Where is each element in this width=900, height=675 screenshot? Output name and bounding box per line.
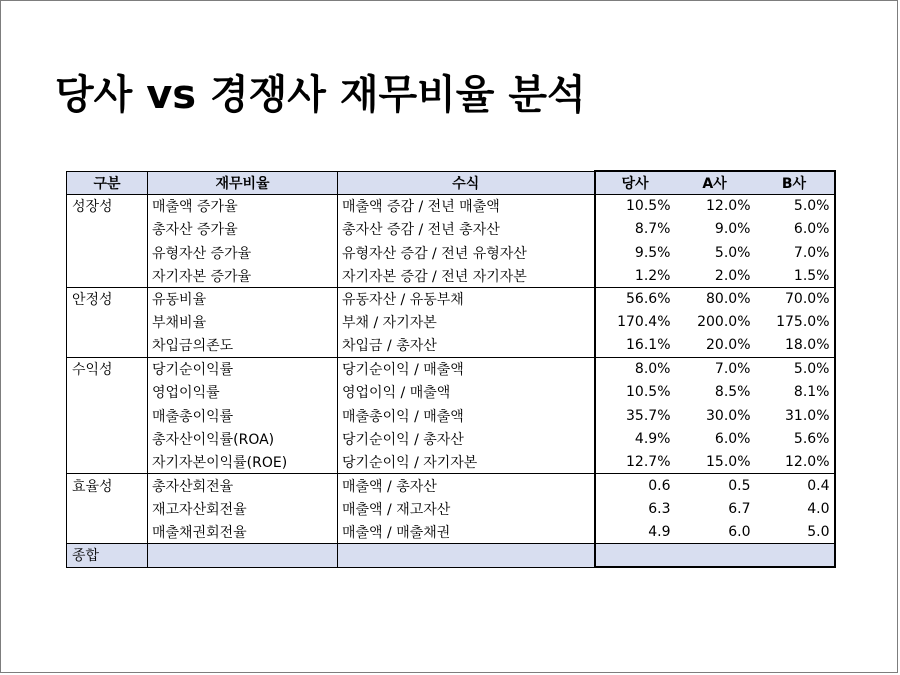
table-row xyxy=(67,218,835,241)
category-cell xyxy=(67,427,148,450)
ratio-name-cell: 영업이익률 xyxy=(148,381,338,404)
header-comp-a: A사 xyxy=(675,171,755,194)
table-row xyxy=(67,497,835,520)
formula-cell: 매출액 증감 / 전년 매출액 xyxy=(338,194,595,217)
table-row xyxy=(67,404,835,427)
category-cell xyxy=(67,218,148,241)
formula-cell: 자기자본 증감 / 전년 자기자본 xyxy=(338,264,595,287)
company-value-cell: 1.2% xyxy=(595,264,675,287)
category-cell xyxy=(67,334,148,357)
table-row xyxy=(67,264,835,287)
formula-cell: 총자산 증감 / 전년 총자산 xyxy=(338,218,595,241)
category-cell xyxy=(67,497,148,520)
table-row xyxy=(67,241,835,264)
formula-cell: 매출액 / 재고자산 xyxy=(338,497,595,520)
comp-b-value-cell: 6.0% xyxy=(755,218,835,241)
total-formula-cell xyxy=(338,544,595,567)
company-value-cell: 10.5% xyxy=(595,194,675,217)
comp-b-value-cell: 175.0% xyxy=(755,311,835,334)
category-cell xyxy=(67,520,148,543)
category-cell: 수익성 xyxy=(67,357,148,380)
table-row xyxy=(67,451,835,474)
comp-a-value-cell: 20.0% xyxy=(675,334,755,357)
company-value-cell: 10.5% xyxy=(595,381,675,404)
comp-a-value-cell: 15.0% xyxy=(675,451,755,474)
comp-b-value-cell: 5.6% xyxy=(755,427,835,450)
comp-b-value-cell: 7.0% xyxy=(755,241,835,264)
comp-b-value-cell: 8.1% xyxy=(755,381,835,404)
comp-b-value-cell: 5.0% xyxy=(755,194,835,217)
comp-b-value-cell: 31.0% xyxy=(755,404,835,427)
ratio-name-cell: 총자산 증가율 xyxy=(148,218,338,241)
ratio-name-cell: 당기순이익률 xyxy=(148,357,338,380)
ratio-name-cell: 유형자산 증가율 xyxy=(148,241,338,264)
category-cell xyxy=(67,264,148,287)
formula-cell: 차입금 / 총자산 xyxy=(338,334,595,357)
comp-a-value-cell: 7.0% xyxy=(714,361,751,378)
company-value-cell: 56.6% xyxy=(595,287,675,310)
category-cell xyxy=(67,451,148,474)
comp-a-value-cell: 80.0% xyxy=(706,291,751,308)
header-formula: 수식 xyxy=(338,171,595,194)
comp-b-value-cell: 18.0% xyxy=(755,334,835,357)
total-ratio-cell xyxy=(148,544,338,567)
company-value-cell: 4.9% xyxy=(595,427,675,450)
comp-a-value-cell: 12.0% xyxy=(706,198,751,215)
table-row xyxy=(67,311,835,334)
formula-cell: 당기순이익 / 자기자본 xyxy=(338,451,595,474)
category-cell xyxy=(67,404,148,427)
financial-ratio-table xyxy=(66,170,836,568)
ratio-name-cell: 자기자본 증가율 xyxy=(148,264,338,287)
comp-b-value-cell: 1.5% xyxy=(755,264,835,287)
table-row xyxy=(67,287,835,310)
table-row xyxy=(67,357,835,380)
table-row xyxy=(67,334,835,357)
comp-a-value-cell: 9.0% xyxy=(714,221,751,238)
company-value-cell: 0.6 xyxy=(595,474,675,497)
table-row xyxy=(67,194,835,217)
comp-a-value-cell: 30.0% xyxy=(706,407,751,424)
category-cell xyxy=(67,381,148,404)
ratio-name-cell: 매출채권회전율 xyxy=(148,520,338,543)
formula-cell: 유동자산 / 유동부채 xyxy=(338,287,595,310)
category-cell: 효율성 xyxy=(67,474,148,497)
comp-b-value-cell: 12.0% xyxy=(755,451,835,474)
header-comp-b: B사 xyxy=(755,171,835,194)
ratio-name-cell: 유동비율 xyxy=(148,287,338,310)
total-row xyxy=(67,544,835,567)
company-value-cell: 6.3 xyxy=(595,497,675,520)
table-row xyxy=(67,381,835,404)
ratio-name-cell: 재고자산회전율 xyxy=(148,497,338,520)
comp-a-value-cell: 6.7 xyxy=(728,500,751,517)
company-value-cell: 8.0% xyxy=(595,357,675,380)
ratio-name-cell: 자기자본이익률(ROE) xyxy=(148,451,338,474)
comp-b-value-cell: 0.4 xyxy=(755,474,835,497)
comp-a-value-cell: 200.0% xyxy=(697,314,751,331)
company-value-cell: 170.4% xyxy=(595,311,675,334)
category-cell: 성장성 xyxy=(67,194,148,217)
ratio-name-cell: 부채비율 xyxy=(148,311,338,334)
header-company: 당사 xyxy=(595,171,675,194)
total-comp-a-cell xyxy=(675,544,755,567)
comp-a-value-cell: 6.0% xyxy=(714,430,751,447)
table-header-row xyxy=(67,171,835,194)
table-body xyxy=(67,194,835,567)
ratio-name-cell: 총자산회전율 xyxy=(148,474,338,497)
company-value-cell: 9.5% xyxy=(595,241,675,264)
comp-a-value-cell: 5.0% xyxy=(714,244,751,261)
company-value-cell: 12.7% xyxy=(595,451,675,474)
formula-cell: 당기순이익 / 총자산 xyxy=(338,427,595,450)
formula-cell: 당기순이익 / 매출액 xyxy=(338,357,595,380)
comp-b-value-cell: 5.0 xyxy=(755,520,835,543)
category-cell xyxy=(67,311,148,334)
company-value-cell: 8.7% xyxy=(595,218,675,241)
formula-cell: 매출총이익 / 매출액 xyxy=(338,404,595,427)
comp-a-value-cell: 8.5% xyxy=(714,384,751,401)
category-cell: 안정성 xyxy=(67,287,148,310)
comp-a-value-cell: 2.0% xyxy=(675,264,755,287)
comp-b-value-cell: 5.0% xyxy=(755,357,835,380)
ratio-name-cell: 매출액 증가율 xyxy=(148,194,338,217)
formula-cell: 매출액 / 매출채권 xyxy=(338,520,595,543)
ratio-name-cell: 차입금의존도 xyxy=(148,334,338,357)
company-value-cell: 16.1% xyxy=(595,334,675,357)
category-cell xyxy=(67,241,148,264)
comp-a-value-cell: 6.0 xyxy=(675,520,755,543)
comp-b-value-cell: 70.0% xyxy=(755,287,835,310)
header-category: 구분 xyxy=(67,171,148,194)
formula-cell: 영업이익 / 매출액 xyxy=(338,381,595,404)
ratio-name-cell: 총자산이익률(ROA) xyxy=(148,427,338,450)
total-comp-b-cell xyxy=(755,544,835,567)
formula-cell: 부채 / 자기자본 xyxy=(338,311,595,334)
comp-a-value-cell: 0.5 xyxy=(728,477,751,494)
ratio-name-cell: 매출총이익률 xyxy=(148,404,338,427)
header-ratio: 재무비율 xyxy=(148,171,338,194)
total-company-cell xyxy=(595,544,675,567)
total-label-cell: 종합 xyxy=(67,544,148,567)
table-row xyxy=(67,474,835,497)
table-row xyxy=(67,427,835,450)
table-row xyxy=(67,520,835,543)
company-value-cell: 4.9 xyxy=(595,520,675,543)
formula-cell: 매출액 / 총자산 xyxy=(338,474,595,497)
formula-cell: 유형자산 증감 / 전년 유형자산 xyxy=(338,241,595,264)
company-value-cell: 35.7% xyxy=(595,404,675,427)
comp-b-value-cell: 4.0 xyxy=(755,497,835,520)
slide-title: 당사 vs 경쟁사 재무비율 분석 xyxy=(55,72,586,118)
